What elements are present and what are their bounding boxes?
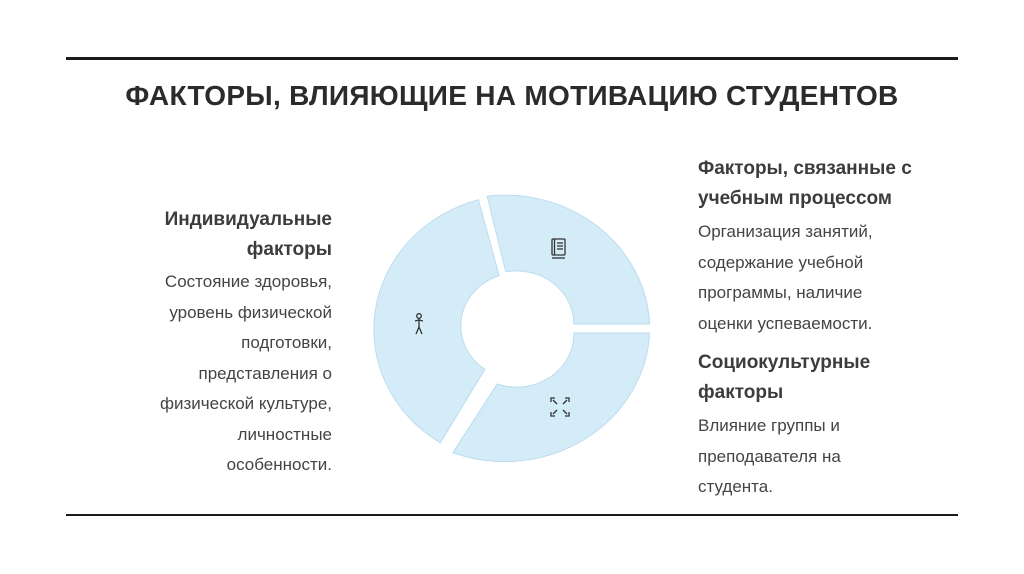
individual-factors-heading: Индивидуальные факторы <box>164 209 332 260</box>
bottom-divider <box>66 514 958 516</box>
slide-title: ФАКТОРЫ, ВЛИЯЮЩИЕ НА МОТИВАЦИЮ СТУДЕНТОВ <box>125 80 899 111</box>
sociocultural-heading: Социокультурные факторы <box>698 352 871 403</box>
sociocultural-factors-block <box>698 348 958 503</box>
individual-factors-text: Состояние здоровья, уровень физической подготовки, представления о физической культуре, личностные особенности. <box>159 272 332 474</box>
educational-process-factors-block <box>698 154 958 339</box>
top-divider <box>66 57 958 60</box>
ring-segment-educational <box>487 195 649 324</box>
educational-process-heading: Факторы, связанные с учебным процессом <box>698 158 912 209</box>
educational-process-text: Организация занятий, содержание учебной программы, наличие оценки успеваемости. <box>698 222 873 333</box>
individual-factors-block <box>100 205 332 481</box>
ring-segment-individual <box>374 200 499 443</box>
ring-segment-sociocultural <box>453 333 650 462</box>
sociocultural-text: Влияние группы и преподавателя на студента. <box>698 416 841 496</box>
factors-ring-diagram <box>370 187 660 467</box>
